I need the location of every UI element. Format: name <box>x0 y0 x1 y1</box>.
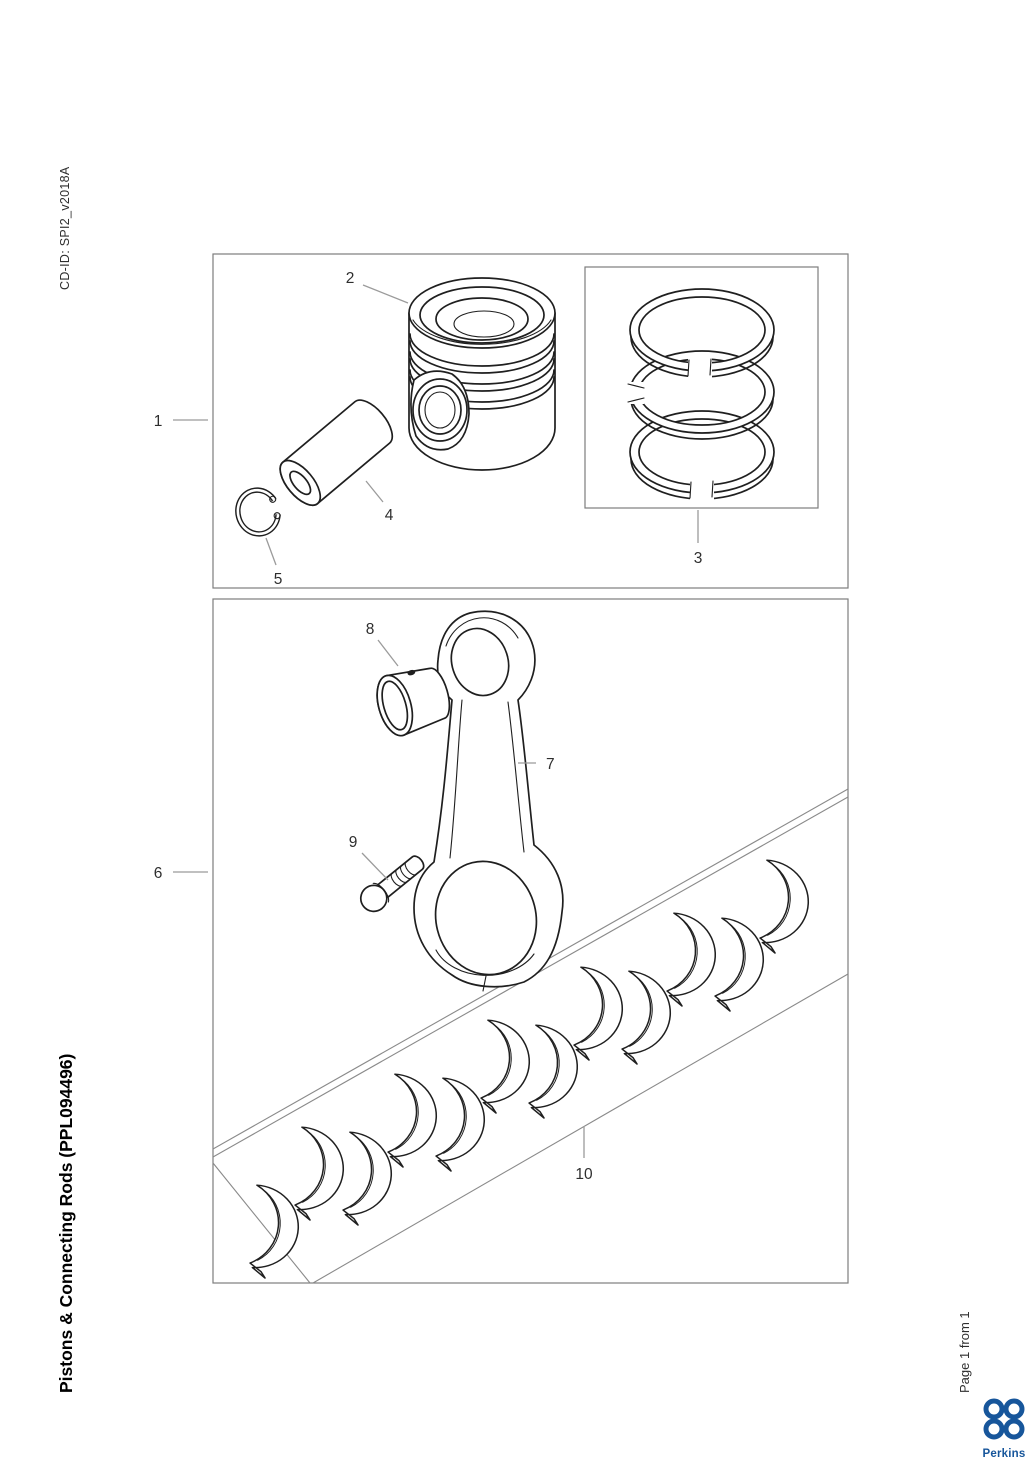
callout-1: 1 <box>153 413 163 430</box>
callout-10: 10 <box>575 1166 593 1183</box>
callout-4: 4 <box>384 507 394 524</box>
connecting-rod <box>414 611 563 991</box>
bearing-shell <box>294 1127 347 1222</box>
callout-6: 6 <box>153 865 163 882</box>
bearing-shell <box>759 860 812 955</box>
callout-9: 9 <box>348 834 358 851</box>
leader-line-9 <box>362 853 388 880</box>
piston-pin <box>273 393 400 512</box>
bearing-shell <box>435 1078 488 1173</box>
leader-line-5 <box>266 538 276 565</box>
bearing-shell <box>714 918 767 1013</box>
bearing-shell <box>480 1020 533 1115</box>
bearing-shell <box>573 967 626 1062</box>
bearing-shell <box>621 971 674 1066</box>
ring-set-box <box>585 267 818 508</box>
circlip <box>233 485 284 538</box>
callout-8: 8 <box>365 621 375 638</box>
bearing-shell <box>342 1132 395 1227</box>
callout-2: 2 <box>345 270 355 287</box>
bearing-shell <box>249 1185 302 1280</box>
bearing-shell <box>666 913 719 1008</box>
perkins-rings-icon <box>981 1398 1027 1442</box>
leader-line-4 <box>366 481 383 502</box>
leader-line-2 <box>363 285 408 303</box>
callout-5: 5 <box>273 571 283 588</box>
bearing-shell <box>387 1074 440 1169</box>
brand-name: Perkins <box>982 1448 1026 1460</box>
piston-ring-set <box>626 289 774 504</box>
page-indicator: Page 1 from 1 <box>957 1311 972 1393</box>
callout-3: 3 <box>693 550 703 567</box>
perkins-logo <box>976 1398 1032 1460</box>
cd-id-label: CD-ID: SPI2_v2018A <box>58 166 72 290</box>
callout-7: 7 <box>546 756 555 773</box>
leader-line-8 <box>378 640 398 666</box>
piston <box>409 278 555 470</box>
page-title: Pistons & Connecting Rods (PPL094496) <box>56 1053 76 1393</box>
bearing-shell <box>528 1025 581 1120</box>
